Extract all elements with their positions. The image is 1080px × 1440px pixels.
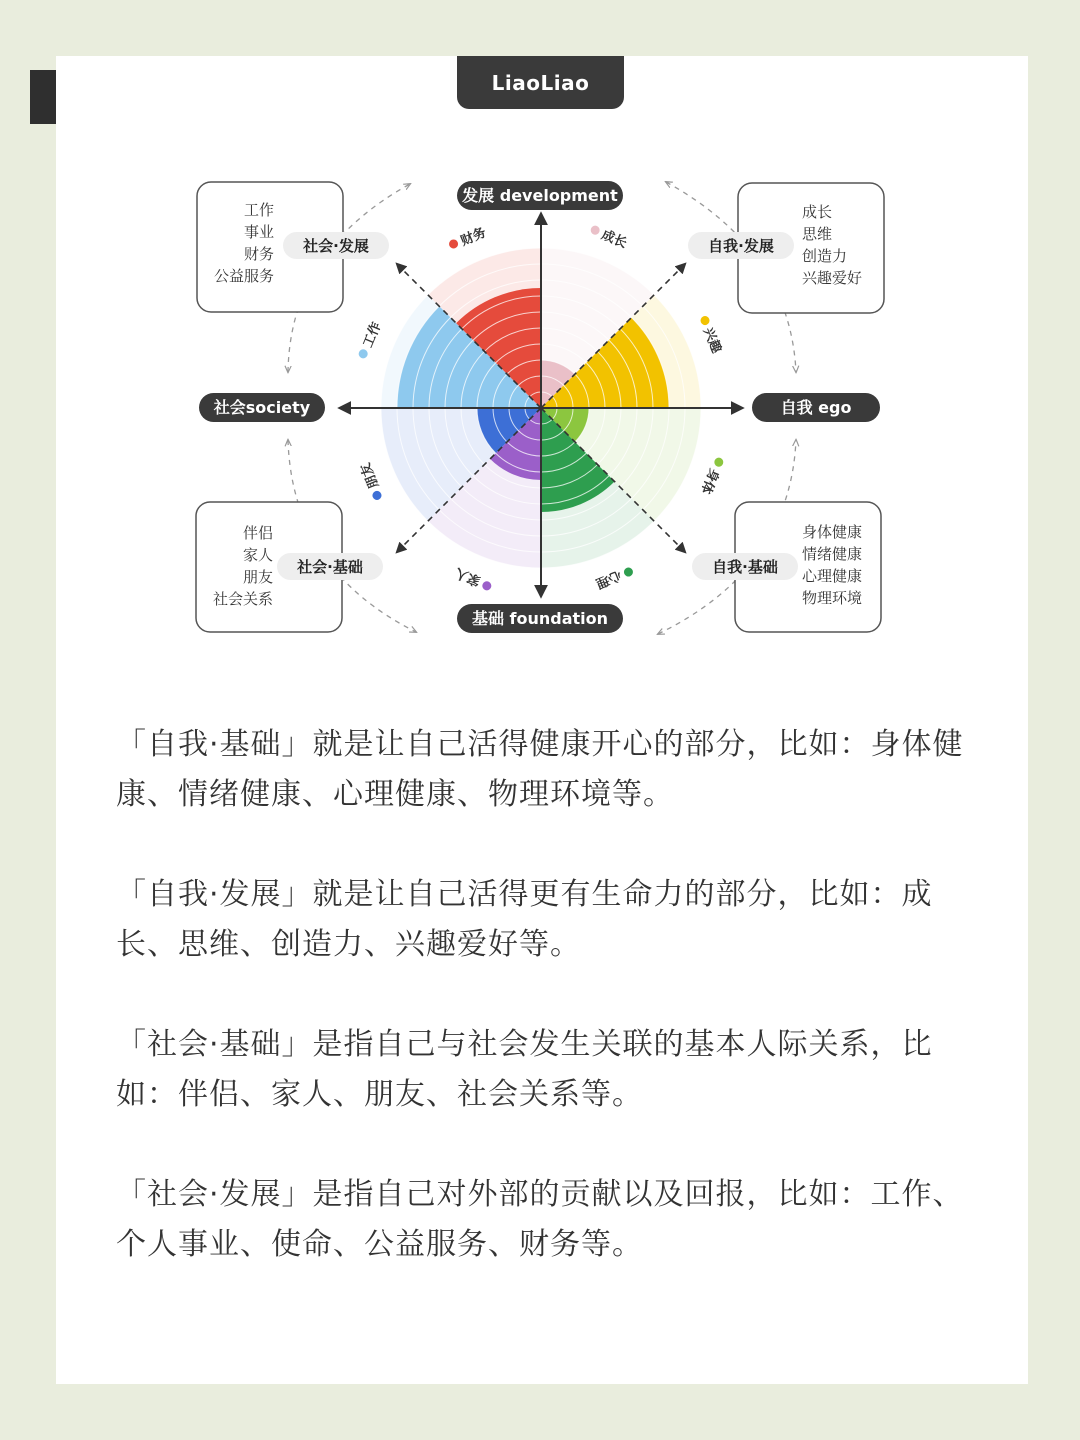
quadrant-item: 身体健康 bbox=[802, 523, 863, 541]
segment-dot bbox=[589, 224, 601, 236]
quadrant-item: 工作 bbox=[243, 201, 274, 219]
segment-label-group bbox=[695, 314, 725, 356]
paragraph-self-development: 「自我·发展」就是让自己活得更有生命力的部分，比如：成长、思维、创造力、兴趣爱好等。 bbox=[116, 877, 933, 962]
axis-pill-right bbox=[752, 393, 880, 422]
axis-right-label: 自我 ego bbox=[780, 398, 852, 417]
paragraph-society-foundation: 「社会·基础」是指自己与社会发生关联的基本人际关系，比如：伴侣、家人、朋友、社会关系等。 bbox=[116, 1027, 933, 1112]
quadrant-item: 兴趣爱好 bbox=[802, 269, 863, 287]
axis-pill-left bbox=[199, 393, 325, 422]
paragraph-society-development: 「社会·发展」是指自己对外部的贡献以及回报，比如：工作、个人事业、使命、公益服务、财务等。 bbox=[116, 1177, 964, 1262]
segment-dot bbox=[713, 456, 725, 468]
quadrant-item: 情绪健康 bbox=[802, 545, 863, 563]
quadrant-title: 自我·发展 bbox=[708, 237, 774, 255]
quadrant-item: 思维 bbox=[802, 225, 833, 243]
segment-label: 工作 bbox=[360, 320, 385, 350]
segment-label-group bbox=[593, 562, 636, 592]
segment-label-group bbox=[588, 222, 630, 252]
segment-label-group bbox=[447, 224, 489, 254]
quadrant-item: 财务 bbox=[243, 245, 274, 263]
axis-pill-bottom bbox=[457, 604, 623, 633]
quadrant-title: 社会·发展 bbox=[303, 237, 369, 255]
quadrant-item: 事业 bbox=[243, 223, 274, 241]
segment-label: 朋友 bbox=[358, 460, 383, 491]
quadrant-item: 创造力 bbox=[802, 247, 848, 265]
segment-dot bbox=[448, 238, 460, 250]
axis-top-label: 发展 development bbox=[462, 186, 618, 205]
quadrant-item: 社会关系 bbox=[212, 590, 273, 608]
segment-dot bbox=[623, 566, 635, 578]
quadrant-item: 物理环境 bbox=[802, 589, 863, 607]
axis-bottom-label: 基础 foundation bbox=[471, 609, 609, 628]
segment-label-group bbox=[357, 461, 387, 503]
quadrant-title: 社会·基础 bbox=[297, 558, 363, 576]
segment-dot bbox=[481, 580, 493, 592]
life-wheel-diagram bbox=[0, 0, 1080, 660]
quadrant-item: 成长 bbox=[802, 203, 833, 221]
description-paragraphs bbox=[116, 720, 976, 1320]
quadrant-item: 心理健康 bbox=[802, 567, 863, 585]
segment-label: 身体 bbox=[697, 466, 722, 496]
brand-logo: LiaoLiao bbox=[457, 56, 624, 109]
segment-dot bbox=[371, 490, 383, 502]
quadrant-box-bottom-right bbox=[692, 502, 881, 632]
segment-dot bbox=[357, 348, 369, 360]
segment-label-group bbox=[453, 564, 495, 594]
segment-label-group bbox=[355, 320, 385, 362]
segment-label: 财务 bbox=[458, 225, 489, 250]
segment-dot bbox=[699, 315, 711, 327]
segment-label: 兴趣 bbox=[699, 325, 724, 356]
segment-label-group bbox=[697, 455, 727, 497]
quadrant-item: 公益服务 bbox=[213, 267, 274, 285]
segment-label: 成长 bbox=[599, 227, 629, 252]
segment-label: 家人 bbox=[453, 564, 483, 589]
quadrant-box-top-right bbox=[688, 183, 884, 313]
quadrant-box-bottom-left bbox=[196, 502, 383, 632]
quadrant-title: 自我·基础 bbox=[712, 558, 778, 576]
axis-pill-top bbox=[457, 181, 623, 210]
quadrant-item: 家人 bbox=[242, 546, 273, 564]
paragraph-self-foundation: 「自我·基础」就是让自己活得健康开心的部分，比如：身体健康、情绪健康、心理健康、物理环境等。 bbox=[116, 727, 964, 812]
quadrant-item: 伴侣 bbox=[242, 524, 273, 542]
quadrant-item: 朋友 bbox=[242, 568, 273, 586]
axis-left-label: 社会society bbox=[213, 398, 311, 417]
segment-label: 心理 bbox=[593, 566, 624, 591]
quadrant-box-top-left bbox=[197, 182, 389, 312]
